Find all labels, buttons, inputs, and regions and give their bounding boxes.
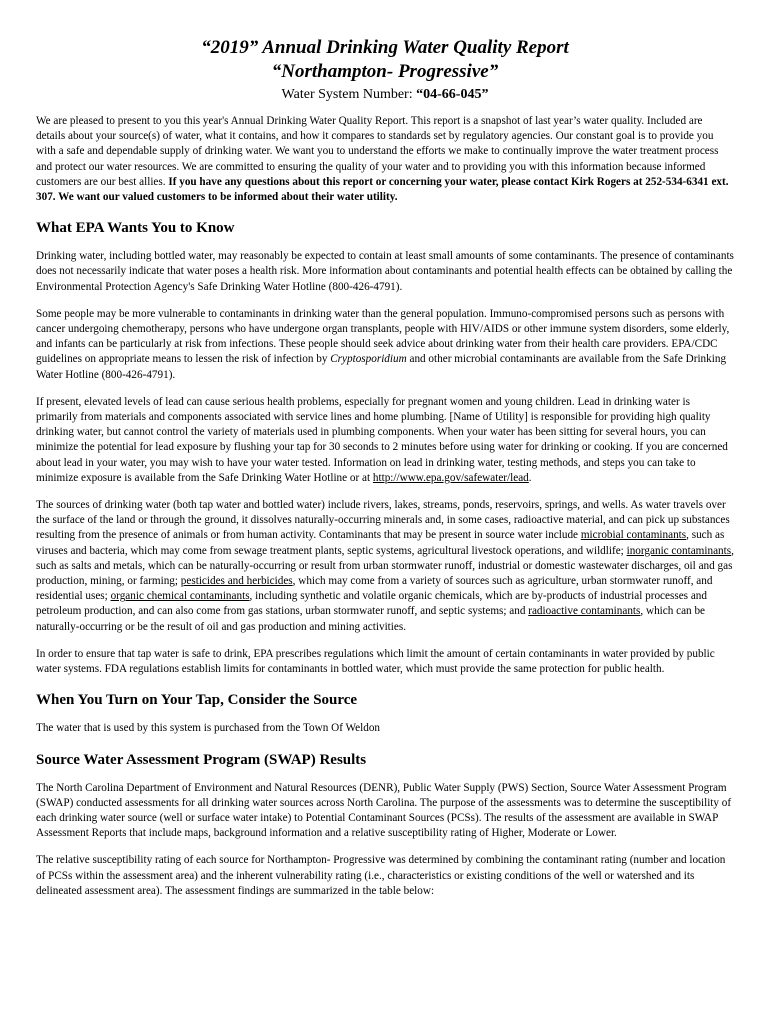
source-paragraph: The water that is used by this system is purchased from the Town Of Weldon: [36, 722, 381, 735]
epa-p2-text-b: and other microbial contaminants are available from the Safe Drinking Water Hotline (800-426-4791).: [36, 353, 727, 381]
water-system-number-label: Water System Number:: [281, 87, 417, 102]
epa-p3-text-a: If present, elevated levels of lead can cause serious health problems, especially for pregnant women and young children. Lead in drinking water is primarily from materials and components associated with service lines and home plumbing. [Name of Utility] is responsible for providing high quality drinking water, but cannot control the variety of materials used in plumbing components. When your water has been sitting for several hours, you can minimize the potential for lead exposure by flushing your tap for 30 seconds to 2 minutes before using water for drinking or cooking. If you are concerned about lead in your water, you may wish to have your water tested. Information on lead in drinking water, testing methods, and steps you can take to minimize exposure is available from the Safe Drinking Water Hotline or at: [36, 395, 728, 484]
epa-paragraph-2: [36, 307, 734, 383]
epa-paragraph-3: [36, 395, 734, 486]
epa-p4-text-d: , which may come from a variety of sources such as agriculture, urban stormwater runoff, and residential uses;: [36, 575, 713, 603]
epa-paragraph-4: [36, 498, 734, 635]
epa-p2-text-a: Some people may be more vulnerable to contaminants in drinking water than the general population. Immuno-compromised persons such as persons with cancer undergoing chemotherapy, persons who have undergone organ transplants, people with HIV/AIDS or other immune system disorders, some elderly, and infants can be particularly at risk from infections. These people should seek advice about drinking water from their health care providers. EPA/CDC guidelines on appropriate means to lessen the risk of infection by: [36, 307, 730, 366]
report-title-line2: “Northampton- Progressive”: [271, 61, 499, 82]
swap-paragraph-1: The North Carolina Department of Environment and Natural Resources (DENR), Public Water Supply (PWS) Section, Source Water Assessment Program (SWAP) conducted assessments for all drinking water sources across North Carolina. The purpose of the assessments was to determine the susceptibility of each drinking water source (well or surface water intake) to Potential Contaminant Sources (PCSs). The results of the assessment are available in SWAP Assessment Reports that include maps, background information and a relative susceptibility rating of Higher, Moderate or Lower.: [36, 781, 732, 840]
epa-heading: What EPA Wants You to Know: [36, 220, 235, 237]
organic-chemical-contaminants-term: organic chemical contaminants: [110, 590, 250, 603]
epa-p2-italic: Cryptosporidium: [330, 353, 407, 366]
epa-paragraph-1: Drinking water, including bottled water, may reasonably be expected to contain at least small amounts of some contaminants. The presence of contaminants does not necessarily indicate that water poses a health risk. More information about contaminants and potential health effects can be obtained by calling the Environmental Protection Agency's Safe Drinking Water Hotline (800-426-4791).: [36, 250, 734, 293]
water-system-number-value: “04-66-045”: [416, 87, 489, 102]
intro-contact-text: If you have any questions about this report or concerning your water, please contact Kirk Rogers at 252-534-6341 ext. 307. We want our valued customers to be informed about their water utility.: [36, 175, 729, 204]
source-heading: When You Turn on Your Tap, Consider the Source: [36, 692, 358, 709]
report-title-line1: “2019” Annual Drinking Water Quality Report: [201, 37, 569, 58]
radioactive-contaminants-term: radioactive contaminants: [528, 605, 641, 618]
epa-p3-text-b: .: [528, 471, 532, 484]
intro-paragraph: [36, 114, 734, 205]
epa-p4-text-e: , including synthetic and volatile organic chemicals, which are by-products of industrial processes and petroleum production, and can also come from gas stations, urban stormwater runoff, and septic systems; and: [36, 590, 707, 618]
epa-p4-text-f: , which can be naturally-occurring or be the result of oil and gas production and mining activities.: [36, 605, 706, 633]
epa-p4-text-b: , such as viruses and bacteria, which may come from sewage treatment plants, septic systems, agricultural livestock operations, and wildlife;: [36, 529, 725, 557]
microbial-contaminants-term: microbial contaminants: [580, 529, 687, 542]
epa-paragraph-5: In order to ensure that tap water is safe to drink, EPA prescribes regulations which limit the amount of certain contaminants in water provided by public water systems. FDA regulations establish limits for contaminants in bottled water, which must provide the same protection for public health.: [36, 647, 715, 676]
pesticides-herbicides-term: pesticides and herbicides: [180, 575, 293, 588]
swap-heading: Source Water Assessment Program (SWAP) Results: [36, 751, 367, 768]
intro-text: We are pleased to present to you this year's Annual Drinking Water Quality Report. This report is a snapshot of last year’s water quality. Included are details about your source(s) of water, what it contains, and how it compares to standards set by regulatory agencies. Our constant goal is to provide you with a safe and dependable supply of drinking water. We want you to understand the efforts we make to continually improve the water treatment process and protect our water resources. We are committed to ensuring the quality of your water and to providing you with this information because informed customers are our best allies.: [36, 115, 719, 188]
inorganic-contaminants-term: inorganic contaminants: [626, 544, 732, 557]
epa-p4-text-a: The sources of drinking water (both tap water and bottled water) include rivers, lakes, streams, ponds, reservoirs, springs, and wells. As water travels over the surface of the land or through the ground, it dissolves naturally-occurring minerals and, in some cases, radioactive material, and can pick up substances resulting from the presence of animals or from human activity. Contaminants that may be present in source water include: [36, 499, 730, 542]
swap-paragraph-2: The relative susceptibility rating of each source for Northampton- Progressive was determined by combining the contaminant rating (number and location of PCSs within the assessment area) and the inherent vulnerability rating (i.e., characteristics or existing conditions of the well or watershed and its delineated assessment area). The assessment findings are summarized in the table below:: [36, 854, 726, 897]
report-title: [36, 36, 734, 84]
epa-p4-text-c: , such as salts and metals, which can be naturally-occurring or result from urban stormwater runoff, industrial or domestic wastewater discharges, oil and gas production, mining, or farming;: [36, 544, 734, 588]
water-system-number: [36, 86, 734, 104]
epa-lead-link[interactable]: http://www.epa.gov/safewater/lead: [372, 471, 529, 484]
